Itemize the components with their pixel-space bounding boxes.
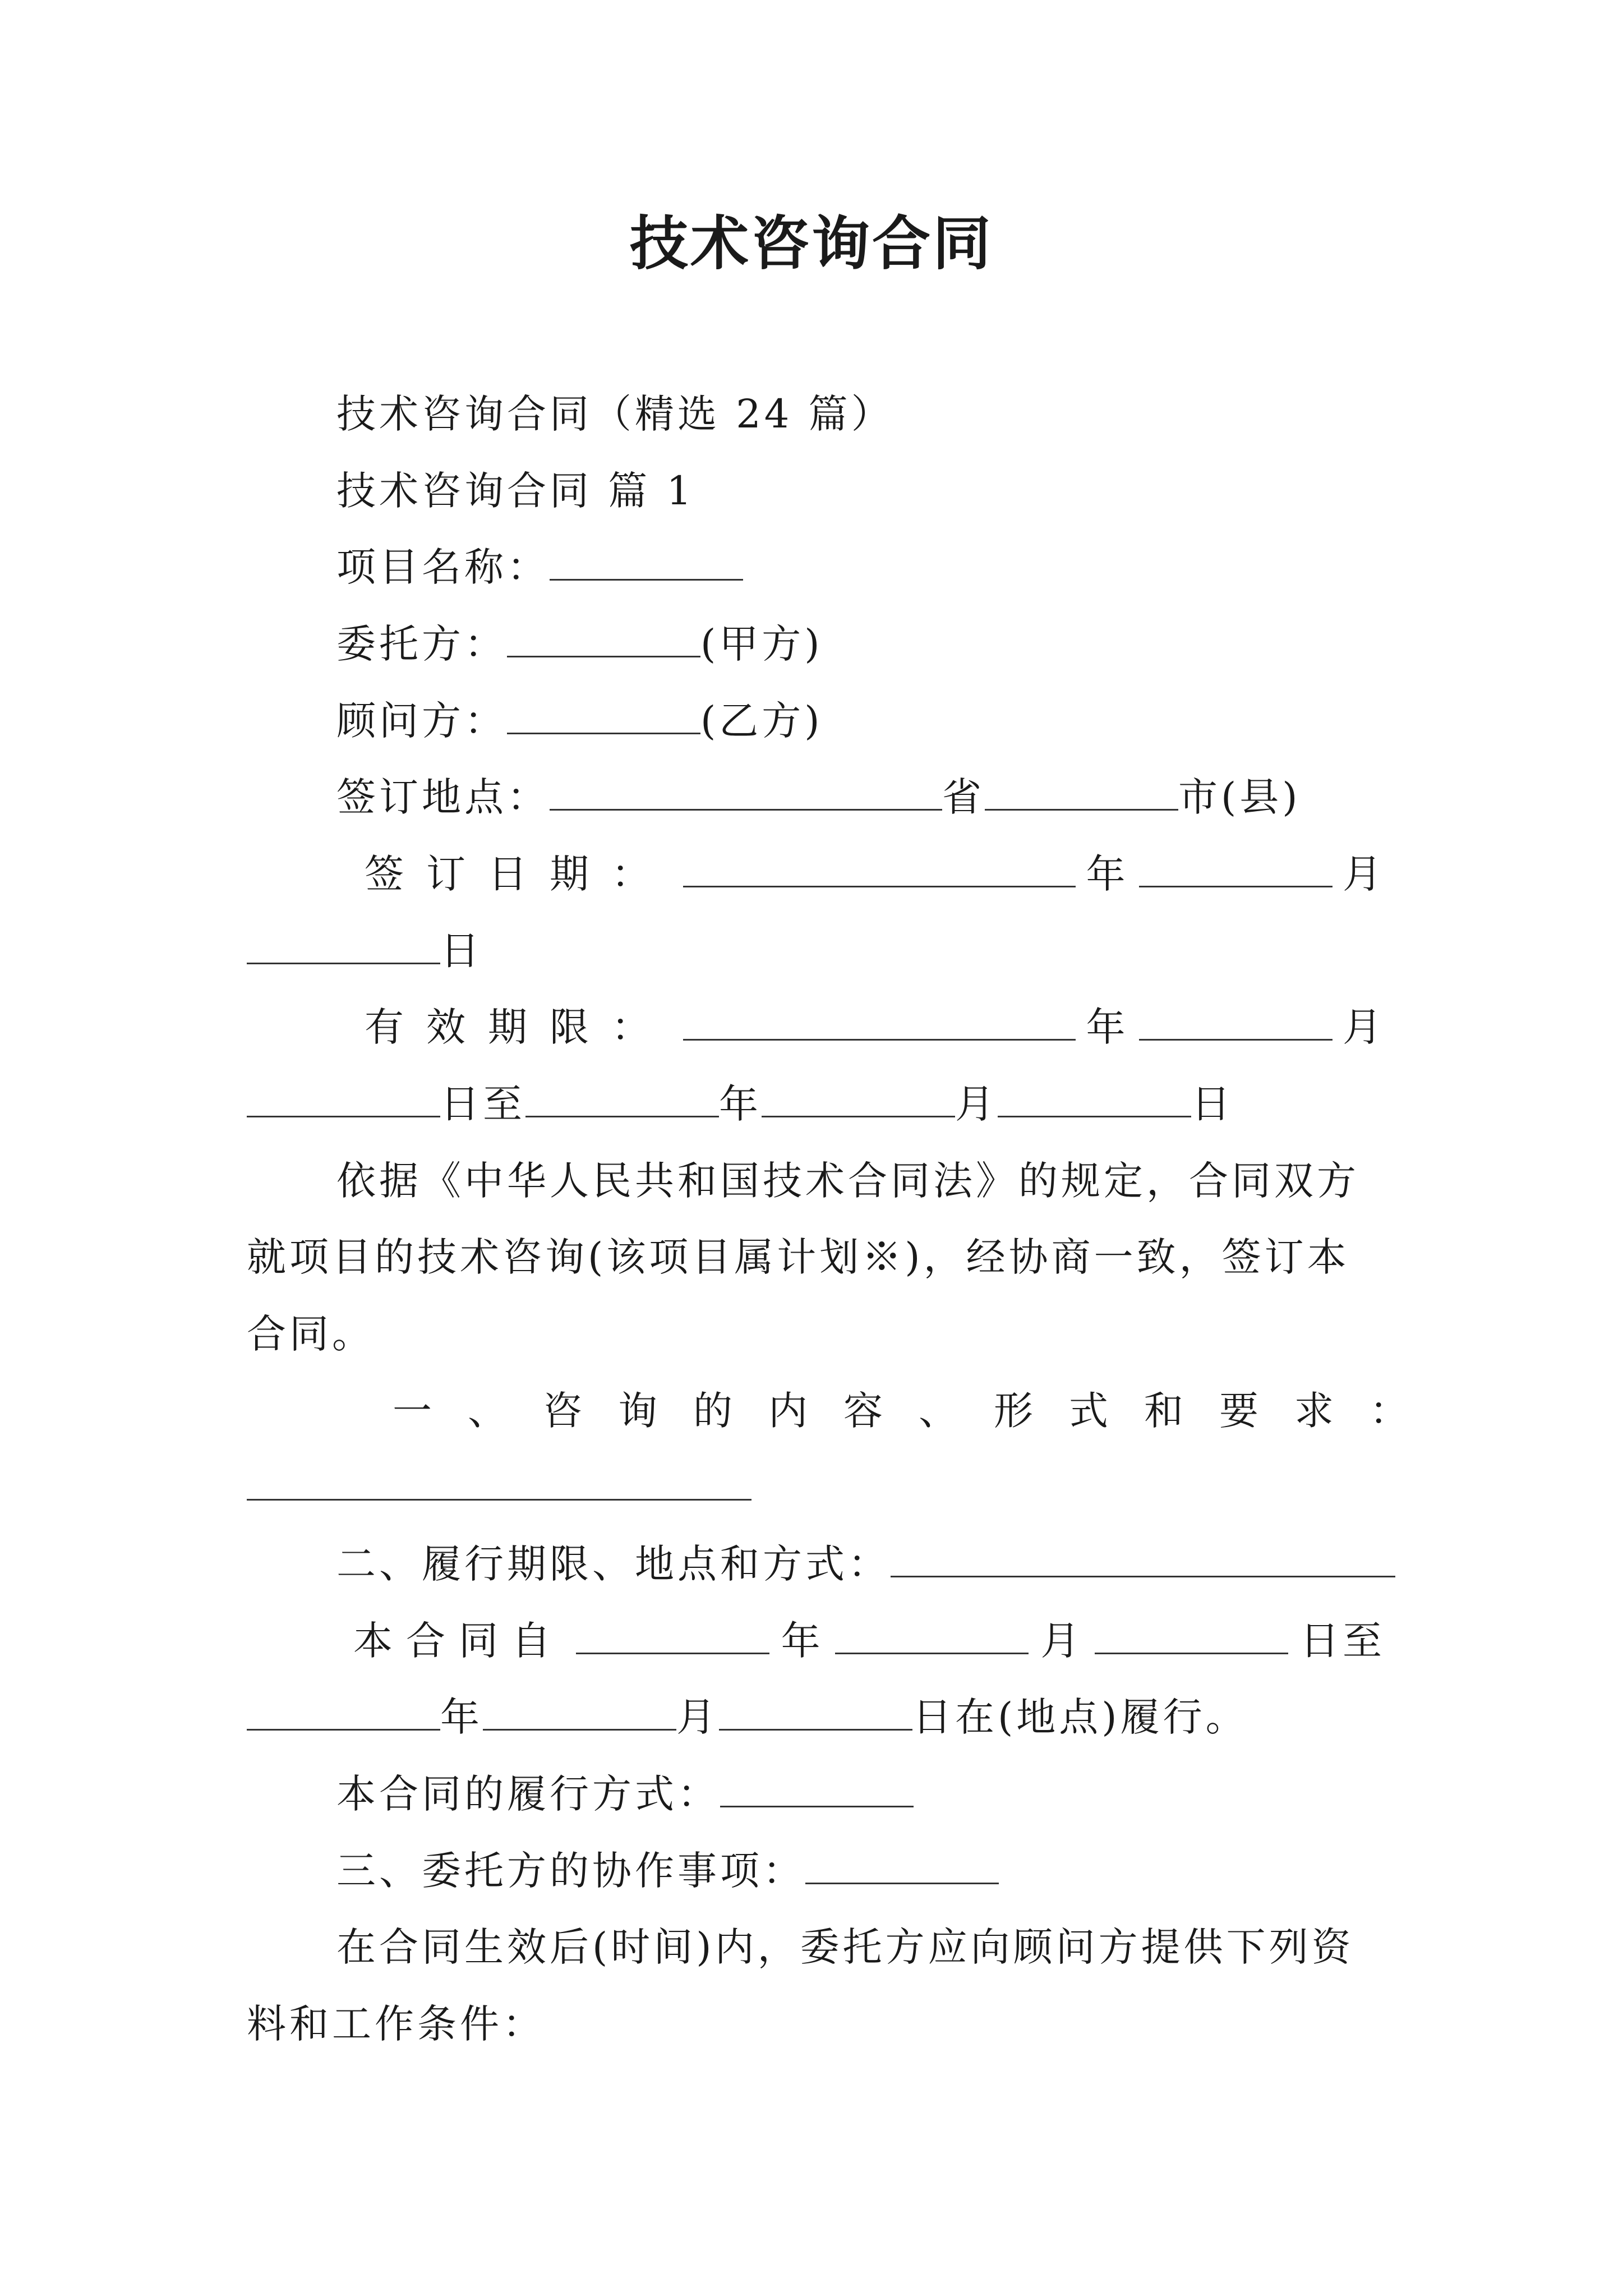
valid-end-month-text: 月 [955,1081,998,1127]
term-year-text: 年 [781,1618,824,1664]
valid-year-blank [683,1005,1076,1041]
valid-month-blank [1139,1005,1332,1041]
term-end-year-blank [247,1695,440,1731]
clause-2-heading: 二、履行期限、地点和方式： [336,1541,891,1587]
clause-1-blank [247,1465,751,1501]
term-end-year-text: 年 [440,1694,483,1740]
clause-3-row [336,1844,1385,1898]
sign-month-blank [1139,852,1332,887]
clause-3-blank [805,1849,999,1884]
term-row [353,1614,1385,1668]
term-end-day-blank [719,1695,912,1731]
valid-end-year-blank [525,1082,719,1117]
project-name-label: 项目名称： [336,544,550,590]
consultant-blank [507,699,700,734]
city-blank [985,775,1178,811]
valid-period-row-2 [247,1077,1385,1131]
term-day-blank [1095,1619,1288,1654]
client-suffix: (甲方) [700,621,823,667]
sign-day-blank [247,929,440,964]
term-end-month-blank [483,1695,676,1731]
valid-day-blank [247,1082,440,1117]
term-day-to-text: 日至 [1299,1618,1385,1664]
term-year-blank [576,1619,769,1654]
province-blank [550,775,942,811]
clause-2-blank [891,1542,1395,1577]
clause-2-row [336,1537,1385,1591]
consultant-row [336,694,1385,748]
sign-year-blank [683,852,1076,887]
consultant-suffix: (乙方) [700,698,823,744]
section-heading: 技术咨询合同 篇 1 [336,468,695,514]
clause-3-heading: 三、委托方的协作事项： [336,1848,805,1894]
sign-day-row [247,924,1385,978]
city-text: 市(县) [1178,774,1301,820]
paragraph-basis-line-3: 合同。 [247,1311,375,1357]
paragraph-materials-line-1: 在合同生效后(时间)内，委托方应向顾问方提供下列资 [336,1924,1354,1970]
paragraph-materials-line-2: 料和工作条件： [247,2001,545,2047]
valid-month-text: 月 [1343,1004,1385,1050]
paragraph-basis-line-1: 依据《中华人民共和国技术合同法》的规定，合同双方 [336,1158,1359,1204]
project-name-blank [550,545,743,581]
paragraph-basis-line-2: 就项目的技术咨询(该项目属计划※)，经协商一致，签订本 [247,1234,1350,1280]
document-title: 技术咨询合同 [629,209,993,278]
term-label: 本合同自 [353,1618,564,1664]
valid-end-day-text: 日 [1191,1081,1234,1127]
term-end-month-text: 月 [676,1694,719,1740]
valid-year-text: 年 [1086,1004,1129,1050]
sign-month-text: 月 [1343,851,1385,897]
client-row [336,617,1385,671]
valid-end-month-blank [762,1082,955,1117]
client-label: 委托方： [336,621,507,667]
perform-method-row [336,1767,1385,1821]
sign-date-label: 签订日期： [365,851,673,897]
clause-1-blank-row [247,1460,1385,1514]
valid-end-day-blank [998,1082,1191,1117]
client-blank [507,622,700,657]
sign-date-row [365,847,1385,901]
perform-method-blank [720,1772,914,1807]
term-month-text: 月 [1040,1618,1083,1664]
perform-method-label: 本合同的履行方式： [336,1771,720,1817]
perform-place-text: 日在(地点)履行。 [912,1694,1248,1740]
sign-year-text: 年 [1086,851,1129,897]
sign-place-row [336,770,1385,824]
project-name-row [336,540,1385,594]
valid-end-year-text: 年 [719,1081,762,1127]
document-subtitle: 技术咨询合同（精选 24 篇） [336,391,894,437]
term-row-2 [247,1690,1385,1744]
province-text: 省 [942,774,985,820]
sign-place-label: 签订地点： [336,774,550,820]
sign-day-text: 日 [440,928,483,974]
valid-period-row [365,1000,1385,1054]
valid-period-label: 有效期限： [365,1004,673,1050]
valid-day-to-text: 日至 [440,1081,525,1127]
clause-1-heading: 一、咨询的内容、形式和要求： [393,1388,1445,1434]
term-month-blank [835,1619,1029,1654]
consultant-label: 顾问方： [336,698,507,744]
